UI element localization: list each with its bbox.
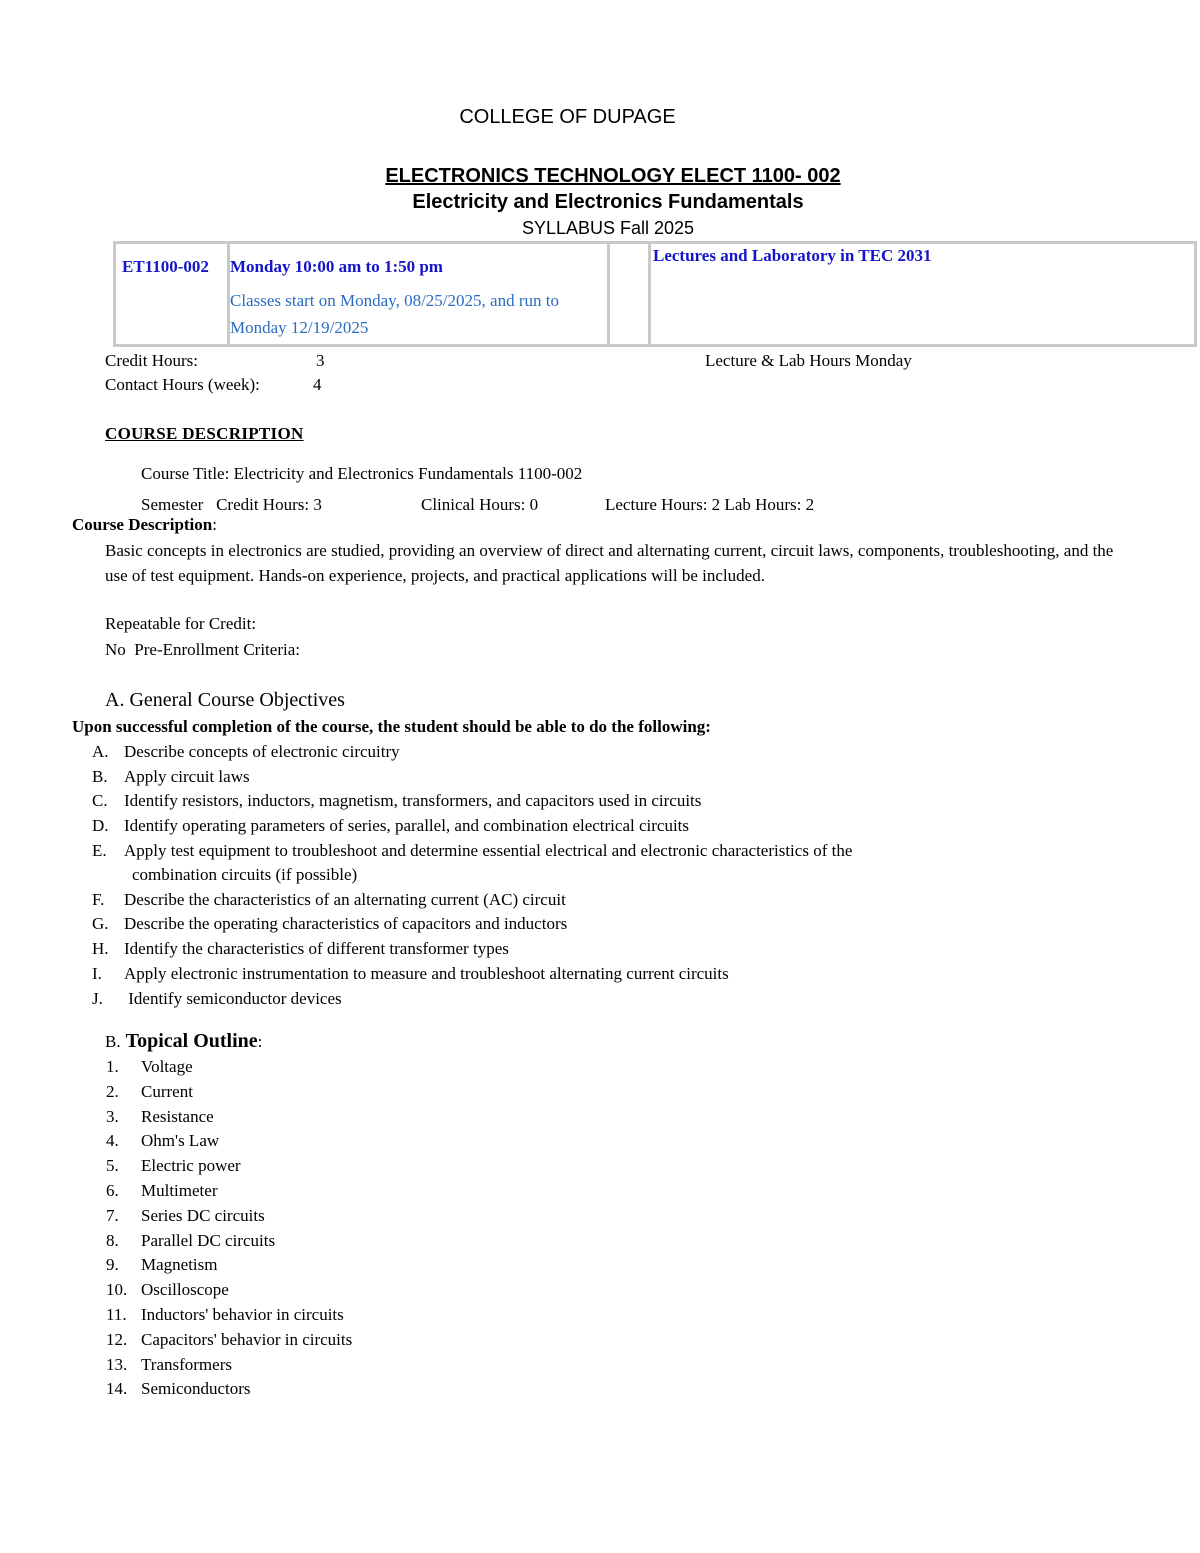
objective-text-continued: combination circuits (if possible) [132, 865, 358, 884]
outline-text: Resistance [141, 1106, 214, 1126]
credit-hours-value: 3 [316, 351, 325, 370]
objective-letter: B. [92, 767, 108, 786]
college-name: COLLEGE OF DUPAGE [459, 106, 676, 128]
syllabus-semester: SYLLABUS Fall 2025 [521, 218, 695, 238]
section-cell [115, 243, 229, 346]
outline-text: Semiconductors [141, 1379, 251, 1399]
objective-letter: E. [92, 841, 107, 860]
outline-number: 13. [106, 1354, 128, 1374]
outline-text: Current [141, 1081, 193, 1101]
schedule-table [113, 241, 1197, 347]
objective-letter: J. [92, 989, 103, 1008]
outline-colon: : [257, 1032, 263, 1051]
outline-number: 6. [106, 1181, 119, 1200]
outline-text: Oscilloscope [141, 1280, 229, 1300]
outline-number: 10. [106, 1280, 128, 1300]
lecture-lab-hours: Lecture & Lab Hours Monday [705, 351, 912, 370]
class-time: Monday 10:00 am to 1:50 pm [230, 257, 443, 276]
class-dates: Classes start on Monday, 08/25/2025, and run to Monday 12/19/2025 [230, 291, 559, 337]
section-code: ET1100-002 [122, 257, 209, 276]
objective-letter: C. [92, 791, 108, 810]
outline-number: 14. [106, 1379, 128, 1399]
contact-hours-value: 4 [313, 375, 322, 394]
outline-number: 1. [106, 1057, 119, 1076]
outline-text: Electric power [141, 1156, 241, 1176]
empty-cell [609, 243, 650, 346]
credit-hours-label: Credit Hours: [105, 351, 199, 370]
outline-text: Parallel DC circuits [141, 1230, 276, 1250]
outline-text: Capacitors' behavior in circuits [141, 1329, 353, 1349]
objective-text: Identify semiconductor devices [124, 989, 342, 1008]
course-description-text: Basic concepts in electronics are studied, providing an overview of direct and alternating current, circuit laws, components, troubleshooting, and the use of test equipment. Hands-on experience, projects, and practical applications will be included. [105, 541, 1114, 585]
objective-text: Apply electronic instrumentation to measure and troubleshoot alternating current circuits [124, 964, 729, 983]
objective-text: Describe the operating characteristics of capacitors and inductors [124, 914, 568, 933]
objective-text: Apply circuit laws [124, 767, 250, 786]
course-name-title: Electricity and Electronics Fundamentals [412, 191, 804, 213]
outline-text: Multimeter [141, 1181, 218, 1200]
class-location: Lectures and Laboratory in TEC 2031 [653, 246, 932, 265]
objective-letter: G. [92, 914, 109, 933]
outline-text: Transformers [141, 1354, 232, 1374]
outline-text: Inductors' behavior in circuits [141, 1305, 344, 1324]
time-cell [229, 243, 609, 346]
objective-text: Describe the characteristics of an alternating current (AC) circuit [124, 890, 566, 909]
objective-letter: A. [92, 742, 109, 761]
course-description-heading: COURSE DESCRIPTION [105, 424, 304, 443]
outline-text: Voltage [141, 1057, 193, 1076]
outline-number: 7. [106, 1205, 119, 1225]
outline-heading: Topical Outline [125, 1030, 258, 1052]
pre-enrollment-criteria: No Pre-Enrollment Criteria: [105, 640, 300, 659]
course-description-label-line [72, 515, 217, 535]
objective-letter: D. [92, 816, 109, 835]
objective-text: Identify resistors, inductors, magnetism, transformers, and capacitors used in circuits [124, 791, 702, 810]
objective-letter: F. [92, 890, 105, 909]
objectives-heading: A. General Course Objectives [105, 689, 345, 711]
outline-text: Magnetism [141, 1255, 218, 1275]
outline-number: 3. [106, 1106, 119, 1126]
objective-letter: I. [92, 964, 102, 983]
outline-text: Series DC circuits [141, 1205, 265, 1225]
outline-text: Ohm's Law [141, 1131, 220, 1151]
contact-hours-label: Contact Hours (week): [105, 375, 260, 394]
objective-text: Identify operating parameters of series, parallel, and combination electrical circuits [124, 816, 690, 835]
repeatable-credit: Repeatable for Credit: [105, 614, 257, 633]
outline-number: 4. [106, 1131, 119, 1151]
course-code-title: ELECTRONICS TECHNOLOGY ELECT 1100- 002 [385, 165, 841, 187]
lecture-lab-hours-line: Lecture Hours: 2 Lab Hours: 2 [605, 495, 815, 514]
outline-number: 2. [106, 1081, 119, 1101]
outline-prefix: B. [105, 1032, 121, 1051]
course-title-line: Course Title: Electricity and Electronics Fundamentals 1100-002 [141, 464, 583, 483]
outline-heading-line [105, 1030, 262, 1053]
location-cell [650, 243, 1196, 346]
course-description-colon: : [212, 515, 217, 534]
objectives-intro: Upon successful completion of the course, the student should be able to do the following: [72, 717, 711, 736]
outline-number: 9. [106, 1255, 119, 1275]
clinical-hours: Clinical Hours: 0 [421, 495, 539, 514]
objective-letter: H. [92, 939, 109, 958]
objective-text: Describe concepts of electronic circuitry [124, 742, 400, 761]
semester-credit-hours: Semester Credit Hours: 3 [141, 495, 322, 514]
outline-number: 5. [106, 1156, 119, 1176]
objective-text: Identify the characteristics of different transformer types [124, 939, 509, 958]
outline-number: 8. [106, 1230, 119, 1250]
objective-text: Apply test equipment to troubleshoot and determine essential electrical and electronic characteristics of the [124, 841, 853, 860]
outline-number: 11. [106, 1305, 127, 1324]
outline-number: 12. [106, 1329, 128, 1349]
course-description-label: Course Description [72, 515, 213, 534]
